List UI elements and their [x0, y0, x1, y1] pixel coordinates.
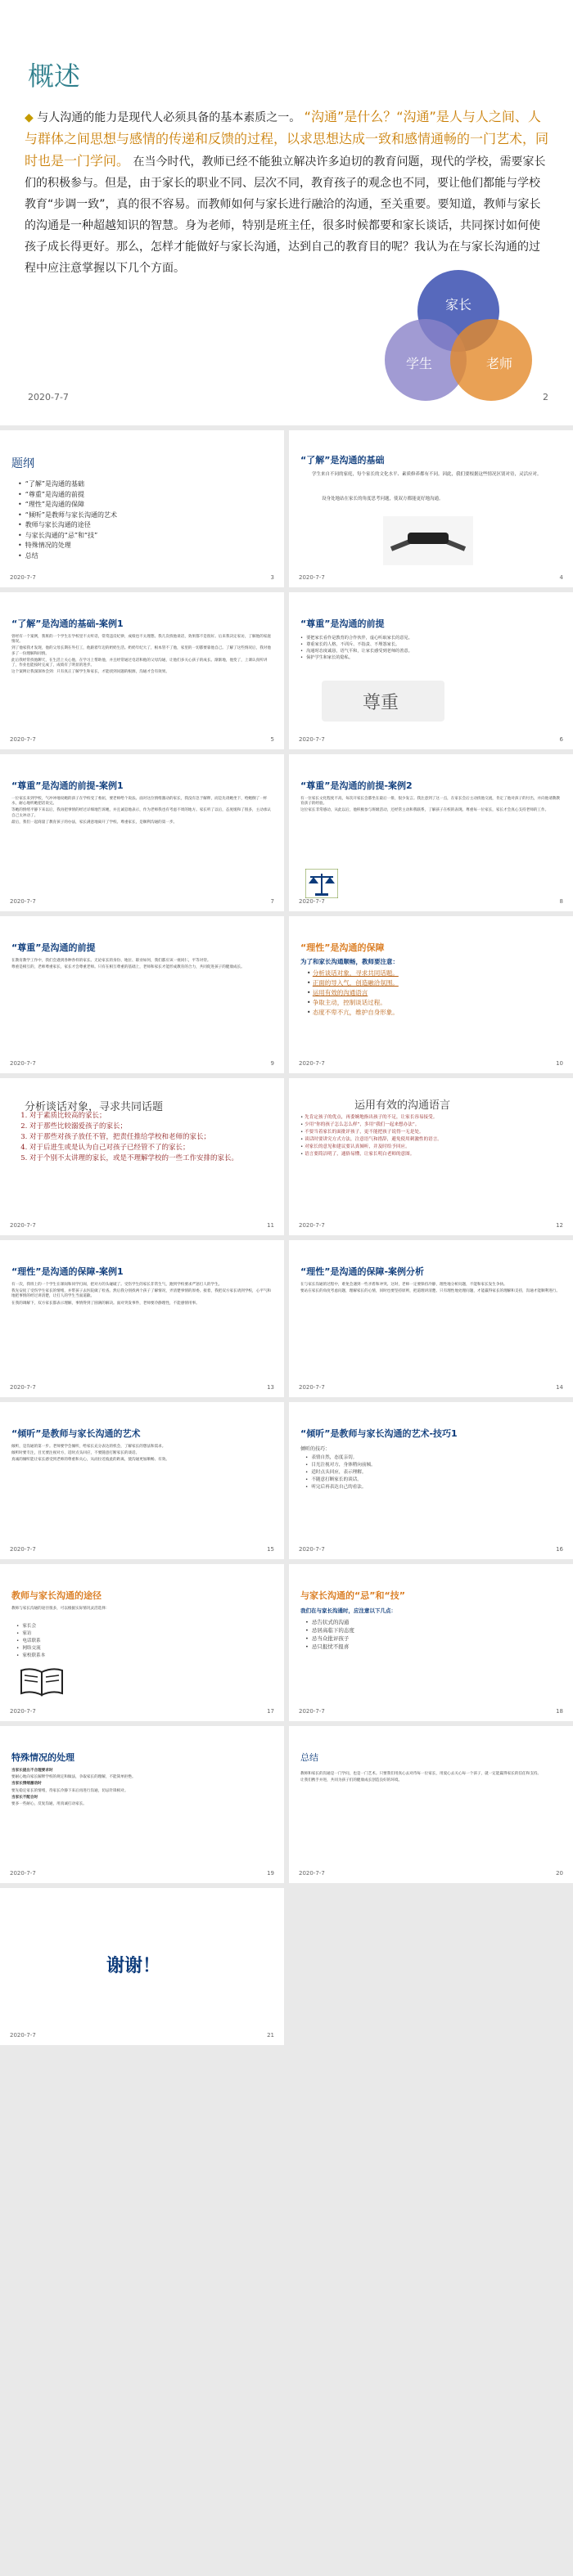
slide-date: 2020-7-7: [10, 1222, 36, 1229]
list-item: • 适时点头回应，表示理解。: [305, 1469, 551, 1477]
slide-number: 15: [267, 1546, 274, 1553]
body-list: [11, 1111, 275, 1164]
paragraph: 有一位家长文化程度不高，每次开家长会都坐在最后一排，很少发言。我注意到了这一点，在家长会后主动找他交流，肯定了他对孩子的付出，并向他请教教育孩子的经验。: [300, 797, 560, 807]
section-heading: 当家长提出不合理要求时: [11, 1769, 53, 1773]
slide-title: “尊重”是沟通的前提-案例2: [300, 780, 413, 791]
list-item: • 目光注视对方，身体稍向前倾。: [305, 1462, 551, 1469]
list-item: • 正面的导入气，创造融洽氛围。: [307, 979, 399, 987]
intro-text: 我们在与家长沟通时，应注意以下几点：: [300, 1607, 396, 1614]
slide-date: 2020-7-7: [28, 392, 69, 402]
slide-date: 2020-7-7: [10, 1546, 36, 1553]
intro-text: 教师与家长沟通的途径很多，可以根据实际情况灵活选择：: [11, 1607, 110, 1611]
slide-title: “理性”是沟通的保障-案例分析: [300, 1266, 425, 1277]
paragraph: 有一次，我班上的一个学生在课间和同学打闹，把对方的头碰破了。受伤学生的家长非常生气，跑到学校要求严惩打人的学生。: [11, 1283, 223, 1287]
list-item: 1. 对于素质比较高的家长；: [29, 1111, 275, 1122]
slide-title: 总结: [300, 1752, 318, 1763]
list-item: • 保护学生和家长的隐私。: [300, 654, 561, 661]
body-text: [300, 1283, 561, 1296]
list-item: • 谈话时要讲究方式方法，注意语气和措辞，避免使用刺激性的语言。: [300, 1137, 442, 1142]
paragraph: 要站在家长的角度考虑问题，理解家长的心情，同时也要坚持原则，把道理讲清楚。只有理性地处理问题，才能赢得家长的理解和支持，沟通才能顺利进行。: [300, 1289, 560, 1294]
slide-title: 运用有效的沟通语言: [354, 1099, 451, 1112]
book-icon: [20, 1666, 64, 1698]
slide-date: 2020-7-7: [10, 574, 36, 581]
scale-icon: [305, 869, 338, 898]
slide-reason-case1: [0, 1240, 284, 1397]
slide-number: 6: [559, 736, 563, 743]
list-item: • 分析谈话对象，寻求共同话题。: [307, 969, 399, 977]
paragraph: 要先稳定家长的情绪，待家长冷静下来后再进行沟通，切忌针锋相对。: [11, 1788, 129, 1793]
list-item: • 忌当众批评孩子: [305, 1634, 354, 1643]
venn-label-student: 学生: [405, 356, 433, 371]
list-item: • 沟通时态度诚恳，语气平和，让家长感受到老师的善意。: [300, 648, 561, 654]
lead-text: 与人沟通的能力是现代人必须具备的基本素质之一。: [37, 111, 301, 124]
paragraph: 要多一些耐心，反复沟通，用真诚打动家长。: [11, 1802, 87, 1807]
list-item: 4. 对于后进生或是认为自己对孩子已经管不了的家长；: [29, 1143, 275, 1153]
outline-item: • 与家长沟通的“忌”和“技”: [18, 531, 117, 542]
paragraph: 尊重是相互的，老师尊重家长，家长才会尊重老师。只有在相互尊重的基础上，老师和家长才能形成教育的合力，共同促进孩子的健康成长。: [11, 965, 245, 970]
slide-date: 2020-7-7: [10, 1060, 36, 1067]
slide-outline: [0, 430, 284, 587]
slide-reason-analysis: [289, 1240, 573, 1397]
slide-thanks: [0, 1888, 284, 2045]
paragraph: 最后，我们一起商量了教育孩子的办法，家长满意地离开了学校。尊重家长，是顺利沟通的第一步。: [11, 820, 178, 825]
list-item: • 运用有效的沟通语言: [307, 989, 368, 996]
outline-item: • “理性”是沟通的保障: [18, 500, 117, 510]
slide-date: 2020-7-7: [299, 1546, 325, 1553]
slide-number: 21: [267, 2032, 274, 2039]
page-title: 概述: [28, 61, 81, 92]
slide-date: 2020-7-7: [10, 2032, 36, 2039]
slide-overview: [0, 0, 573, 425]
slide-title: “尊重”是沟通的前提-案例1: [11, 780, 124, 791]
paragraph: 倾听时要专注，目光要注视对方，适时点头回应，不要随意打断家长的谈话。: [11, 1451, 140, 1456]
body-list: [307, 969, 399, 1018]
list-item: • 网络交流: [16, 1645, 45, 1652]
handshake-image: [383, 516, 473, 565]
list-item: 3. 对于那些对孩子放任不管，把责任推给学校和老师的家长；: [29, 1132, 275, 1143]
slide-date: 2020-7-7: [10, 1384, 36, 1391]
slide-date: 2020-7-7: [299, 1870, 325, 1877]
paragraph: 此后我经常找他聊天，在生活上关心他，在学习上帮助他，并且经常通过电话和他的父母沟通，让他们多关心孩子的成长。渐渐地，他变了，上课认真听讲了，作业也能按时完成了，成绩有了明显的进步。: [11, 658, 268, 668]
paragraph: 教师和家长的沟通是一门学问，也是一门艺术。只要我们用真心去对待每一位家长，用爱心去关心每一个孩子，就一定能赢得家长的信任和支持。: [300, 1772, 542, 1776]
paragraph: 在与家长沟通的过程中，难免会遇到一些矛盾和冲突。这时，老师一定要保持冷静，理性地分析问题，不能和家长发生争执。: [300, 1283, 508, 1287]
slide-title: 特殊情况的处理: [11, 1752, 74, 1763]
venn-diagram: [360, 262, 540, 409]
list-item: • 忌居高临下的态度: [305, 1626, 354, 1634]
slide-title: 题纲: [11, 457, 34, 470]
paragraph: 这位家长非常感动，从此以后，他积极参与班级活动，还经常主动和我联系，了解孩子在校的表现。尊重每一位家长，家长才会真心支持老师的工作。: [300, 808, 549, 813]
list-item: • 对家长的意见和建议要认真倾听，并及时给予回应。: [300, 1144, 410, 1149]
list-item: • 要把家长看作是教育的合作伙伴，虚心听取家长的意见。: [300, 635, 561, 641]
list-item: • 不要当着家长的面批评孩子，更不能把孩子说得一无是处。: [300, 1130, 424, 1135]
slide-date: 2020-7-7: [299, 898, 325, 905]
slide-title: “了解”是沟通的基础-案例1: [11, 618, 124, 629]
slide-special-cases: [0, 1726, 284, 1883]
outline-item: • 教师与家长沟通的途径: [18, 520, 117, 531]
body-list: [300, 635, 561, 661]
list-item: • 忌告状式的沟通: [305, 1618, 354, 1626]
slide-number: 18: [556, 1708, 563, 1715]
sub-text: 设身处地站在家长的角度思考问题，使双方都能更好地沟通。: [322, 497, 444, 501]
body-list: [300, 1114, 546, 1158]
section-heading: 当家长不配合时: [11, 1795, 38, 1800]
outline-item: • 特殊情况的处理: [18, 541, 117, 551]
body-text: [11, 1445, 272, 1465]
body-text: 学生来自不同的家庭，每个家长的文化水平、素质修养都有不同。因此，我们要根据这些情况区别对待，灵活应对。: [312, 472, 542, 477]
list-item: • 家访: [16, 1630, 45, 1638]
list-item: • 态度不卑不亢，维护自身形象。: [307, 1009, 399, 1016]
list-item: • 语言要简洁明了，通俗易懂，让家长明白老师的意图。: [300, 1152, 415, 1157]
body-text: [11, 797, 272, 827]
list-item: • 不随意打断家长的谈话。: [305, 1477, 551, 1484]
outline-item: • 总结: [18, 551, 117, 562]
slide-number: 13: [267, 1384, 274, 1391]
paragraph: 在教育教学工作中，我们会遇到各种各样的家长。无论家长的身份、地位、职业如何，我们都应该一视同仁，平等对待。: [11, 959, 211, 963]
paragraph: 让我们携手并进，共同为孩子们的健康成长创造良好的环境。: [300, 1778, 403, 1783]
slide-title: “倾听”是教师与家长沟通的艺术: [11, 1428, 141, 1439]
list-item: • 尊重家长的人格，不训斥、不指责、不埋怨家长。: [300, 641, 561, 648]
slide-understanding-case1: [0, 592, 284, 749]
slide-title: 分析谈话对象，寻求共同话题: [25, 1101, 164, 1113]
slide-number: 4: [559, 574, 563, 581]
body-list: [305, 1618, 354, 1651]
slide-analyze: [0, 1078, 284, 1235]
slide-number: 7: [270, 898, 274, 905]
slide-respect: [289, 592, 573, 749]
venn-label-parent: 家长: [444, 297, 472, 312]
body-text: [300, 797, 561, 816]
paragraph: 倾听，是沟通的第一步。老师要学会倾听，给家长充分表达的机会，了解家长的想法和需求。: [11, 1445, 166, 1449]
rest-text: 在当今时代，教师已经不能独立解决许多迫切的教育问题，现代的学校，需要家长们的积极参与。但是，由于家长的职业不同、层次不同，教育孩子的观念也不同，要让他们都能与学校教育“步调一致”，真的很不容易。而教师如何与家长进行融洽的沟通，至关重要。要知道，教师与家长的沟通是一种超越知识的智慧。身为老师，特别是班主任，很多时候都要和家长谈话，共同探讨如何使孩子成长得更好。那么，怎样才能做好与家长沟通，达到自己的教育目的呢？我认为在与家长沟通的过程中应注意掌握以下几个方面。: [25, 155, 546, 275]
slide-respect-2: [0, 916, 284, 1073]
slide-date: 2020-7-7: [10, 736, 36, 743]
paragraph: 在我的调解下，双方家长都表示理解，事情得到了圆满的解决。面对突发事件，老师要冷静理性，不能感情用事。: [11, 1301, 200, 1306]
slide-title: “理性”是沟通的保障-案例1: [11, 1266, 124, 1277]
paragraph: 真诚的倾听能让家长感受到老师的尊重和关心，从而拉近彼此的距离，使沟通更加顺畅、有效。: [11, 1458, 169, 1463]
list-item: • 电话联系: [16, 1638, 45, 1645]
paragraph: 到了他家我才发现，他的父母长期在外打工，他跟着年迈的奶奶生活。奶奶年纪大了，根本管不了他，家里的一切都要靠他自己。了解了这些情况后，我对他多了一份理解和同情。: [11, 646, 271, 656]
outline-item: • “倾听”是教师与家长沟通的艺术: [18, 510, 117, 521]
outline-list: [18, 479, 117, 561]
slide-number: 17: [267, 1708, 274, 1715]
list-item: • 少用“你的孩子怎么怎么样”，多用“我们一起来想办法”。: [300, 1122, 420, 1127]
slide-number: 8: [559, 898, 563, 905]
outline-item: • “了解”是沟通的基础: [18, 479, 117, 490]
slide-listening-tips: [289, 1402, 573, 1559]
seal-text: 尊重: [363, 693, 399, 713]
list-item: • 先肯定孩子的优点，再委婉地指出孩子的不足，让家长容易接受。: [300, 1115, 438, 1120]
slide-channels: [0, 1564, 284, 1721]
slide-date: 2020-7-7: [299, 1384, 325, 1391]
slide-number: 20: [556, 1870, 563, 1877]
paragraph: 我先安抚了受伤学生家长的情绪，并带孩子去医院做了检查。然后我分别找两个孩子了解情况，弄清楚事情的原委。接着，我把双方家长请到学校，心平气和地把事情的经过讲清楚，让打人的学生当面道歉。: [11, 1289, 271, 1299]
slide-dos-donts: [289, 1564, 573, 1721]
list-item: • 表情自然，态度亲切。: [305, 1454, 551, 1462]
slide-listening: [0, 1402, 284, 1559]
paragraph: 等她的情绪平静下来以后，我再把事情的经过详细地告诉她，并且诚恳地表示，作为老师我也有考虑不周的地方。家长听了以后，态度缓和了很多，主动承认自己太冲动了。: [11, 808, 271, 818]
body-text: [300, 1772, 561, 1785]
list-item: • 争取主动，控制谈话过程。: [307, 999, 386, 1006]
list-item: • 家校联系本: [16, 1652, 45, 1660]
section-heading: 当家长情绪激动时: [11, 1782, 42, 1787]
body-text: [11, 1283, 272, 1308]
intro-text: 为了和家长沟通顺畅，教师要注意：: [300, 958, 399, 965]
slide-date: 2020-7-7: [299, 736, 325, 743]
slide-number: 12: [556, 1222, 563, 1229]
slide-date: 2020-7-7: [10, 898, 36, 905]
body-text: [11, 635, 272, 677]
slide-number: 11: [267, 1222, 274, 1229]
body-list: [16, 1623, 45, 1660]
thanks-title: 谢谢！: [106, 1956, 161, 1976]
slide-number: 10: [556, 1060, 563, 1067]
slide-date: 2020-7-7: [299, 1060, 325, 1067]
slide-reason: [289, 916, 573, 1073]
body-text: [11, 1769, 272, 1809]
list-item: 5. 对于个别不太讲理的家长，或是不理解学校的一些工作安排的家长。: [29, 1153, 275, 1164]
slide-number: 19: [267, 1870, 274, 1877]
slide-title: “倾听”是教师与家长沟通的艺术-技巧1: [300, 1428, 458, 1439]
list-item: • 听完后再表达自己的看法。: [305, 1484, 551, 1491]
outline-item: • “尊重”是沟通的前提: [18, 490, 117, 501]
body-text: [25, 106, 548, 279]
slide-date: 2020-7-7: [10, 1870, 36, 1877]
slide-date: 2020-7-7: [299, 1708, 325, 1715]
list-item: • 忌只报忧不报喜: [305, 1643, 354, 1651]
list-item: • 家长会: [16, 1623, 45, 1630]
slide-number: 2: [543, 392, 548, 402]
slide-number: 16: [556, 1546, 563, 1553]
body-text: [11, 959, 272, 972]
paragraph: 一位家长来到学校，气冲冲地说她的孩子在学校受了委屈，要老师给个说法。面对这位情绪激动的家长，我没有急于解释，而是先请她坐下，给她倒了一杯水，耐心地听她把话说完。: [11, 797, 268, 807]
diamond-icon: ◆: [25, 111, 38, 124]
slide-number: 9: [270, 1060, 274, 1067]
slide-effective-language: [289, 1078, 573, 1235]
slide-number: 3: [270, 574, 274, 581]
slide-title: “了解”是沟通的基础: [300, 455, 385, 465]
slide-title: 与家长沟通的“忌”和“技”: [300, 1590, 405, 1601]
slide-date: 2020-7-7: [299, 574, 325, 581]
intro-text: 倾听的技巧：: [300, 1446, 331, 1452]
slide-title: “尊重”是沟通的前提: [300, 618, 385, 629]
slide-title: 教师与家长沟通的途径: [11, 1590, 102, 1601]
slide-summary: [289, 1726, 573, 1883]
venn-label-teacher: 老师: [485, 356, 513, 371]
paragraph: 这个案例让我深深体会到：只有真正了解学生和家长，才能找到问题的根源，沟通才会有效果。: [11, 670, 169, 675]
slide-respect-case1: [0, 754, 284, 911]
paragraph: 曾经有一个案例，我班的一个学生在学校里不太听话，常常违反纪律，成绩也不太理想。我几次找他谈话，效果都不是很好。后来我决定家访，了解他的家庭情况。: [11, 635, 271, 645]
slide-title: “理性”是沟通的保障: [300, 942, 385, 953]
slide-date: 2020-7-7: [299, 1222, 325, 1229]
respect-image: [322, 681, 444, 722]
body-list: [305, 1454, 551, 1491]
slide-respect-case2: [289, 754, 573, 911]
highlight-text: “沟通”是什么？“沟通”是人与人之间、人与群体之间思想与感情的传递和反馈的过程，以求思想达成一致和感情通畅的一门艺术，同时也是一门学问。: [25, 109, 549, 169]
slide-understanding: [289, 430, 573, 587]
slide-number: 5: [270, 736, 274, 743]
slide-number: 14: [556, 1384, 563, 1391]
paragraph: 要耐心地向家长解释学校的规定和做法，争取家长的理解，不能简单拒绝。: [11, 1775, 136, 1780]
list-item: 2. 对于那些比较溺爱孩子的家长；: [29, 1122, 275, 1132]
slide-date: 2020-7-7: [10, 1708, 36, 1715]
slide-title: “尊重”是沟通的前提: [11, 942, 96, 953]
